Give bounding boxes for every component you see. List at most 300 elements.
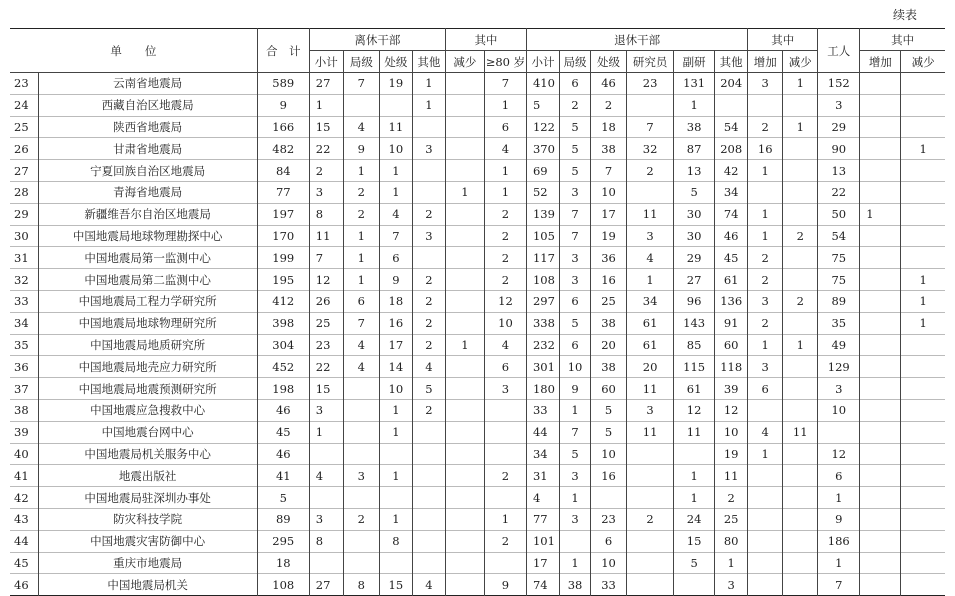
cell-tx-assoc-researcher: 24 [674, 508, 715, 530]
cell-total: 195 [257, 269, 309, 291]
cell-tx-bureau: 3 [560, 247, 591, 269]
cell-tx-assoc-researcher: 85 [674, 334, 715, 356]
cell-lx-other [412, 160, 445, 182]
cell-lx-over80: 2 [484, 203, 526, 225]
cell-lx-division: 1 [379, 465, 412, 487]
table-row [10, 181, 945, 203]
cell-tx-decrease: 1 [783, 116, 818, 138]
cell-lx-subtotal: 3 [309, 399, 343, 421]
cell-row-index: 46 [10, 574, 38, 596]
header-tuixiu-qizhong: 其中 [748, 29, 818, 51]
cell-tx-increase [748, 94, 783, 116]
cell-gr-increase [860, 508, 901, 530]
cell-workers: 89 [818, 290, 860, 312]
cell-tx-increase: 1 [748, 160, 783, 182]
cell-unit-name: 中国地震台网中心 [38, 421, 257, 443]
cell-lx-decrease [445, 508, 484, 530]
cell-lx-division [379, 487, 412, 509]
cell-workers: 54 [818, 225, 860, 247]
cell-lx-over80: 6 [484, 356, 526, 378]
cell-gr-decrease [901, 487, 945, 509]
cell-tx-other: 12 [715, 399, 748, 421]
cell-tx-decrease [783, 508, 818, 530]
table-row [10, 290, 945, 312]
cell-unit-name: 中国地震应急搜救中心 [38, 399, 257, 421]
cell-tx-bureau: 6 [560, 334, 591, 356]
cell-tx-researcher [627, 552, 674, 574]
table-row [10, 73, 945, 95]
cell-tx-bureau: 3 [560, 508, 591, 530]
header-total: 合 计 [257, 29, 309, 73]
header-tx-other: 其他 [715, 51, 748, 73]
cell-lx-decrease: 1 [445, 181, 484, 203]
cell-lx-bureau: 2 [343, 181, 379, 203]
cell-tx-decrease [783, 203, 818, 225]
header-tx-bureau: 局级 [560, 51, 591, 73]
cell-tx-subtotal: 301 [526, 356, 559, 378]
cell-tx-subtotal: 5 [526, 94, 559, 116]
cell-total: 46 [257, 443, 309, 465]
table-row [10, 399, 945, 421]
cell-tx-subtotal: 232 [526, 334, 559, 356]
cell-tx-bureau: 10 [560, 356, 591, 378]
cell-lx-decrease [445, 574, 484, 596]
cell-tx-assoc-researcher: 5 [674, 552, 715, 574]
cell-lx-decrease [445, 73, 484, 95]
cell-tx-division: 6 [591, 530, 627, 552]
table-row [10, 530, 945, 552]
cell-total: 482 [257, 138, 309, 160]
cell-lx-division: 7 [379, 225, 412, 247]
cell-lx-other: 1 [412, 94, 445, 116]
cell-gr-decrease [901, 116, 945, 138]
cell-tx-decrease [783, 269, 818, 291]
cell-tx-division: 7 [591, 160, 627, 182]
cell-tx-division: 20 [591, 334, 627, 356]
cell-total: 304 [257, 334, 309, 356]
cell-tx-assoc-researcher: 30 [674, 225, 715, 247]
table-row [10, 203, 945, 225]
cell-tx-researcher: 20 [627, 356, 674, 378]
cell-tx-subtotal: 338 [526, 312, 559, 334]
cell-row-index: 35 [10, 334, 38, 356]
cell-tx-assoc-researcher: 1 [674, 465, 715, 487]
cell-lx-other: 4 [412, 574, 445, 596]
cell-lx-other: 2 [412, 334, 445, 356]
cell-lx-division: 6 [379, 247, 412, 269]
cell-tx-other: 2 [715, 487, 748, 509]
cell-lx-bureau: 4 [343, 116, 379, 138]
cell-tx-division: 23 [591, 508, 627, 530]
cell-lx-other [412, 465, 445, 487]
cell-lx-subtotal: 3 [309, 508, 343, 530]
cell-gr-decrease [901, 530, 945, 552]
table-row [10, 116, 945, 138]
cell-tx-subtotal: 44 [526, 421, 559, 443]
cell-tx-bureau: 7 [560, 203, 591, 225]
cell-lx-other: 3 [412, 225, 445, 247]
cell-row-index: 23 [10, 73, 38, 95]
cell-unit-name: 地震出版社 [38, 465, 257, 487]
cell-tx-subtotal: 108 [526, 269, 559, 291]
cell-tx-bureau: 7 [560, 225, 591, 247]
cell-tx-researcher: 2 [627, 508, 674, 530]
cell-lx-decrease [445, 203, 484, 225]
cell-gr-decrease: 1 [901, 312, 945, 334]
cell-tx-increase [748, 574, 783, 596]
cell-lx-decrease [445, 116, 484, 138]
cell-row-index: 43 [10, 508, 38, 530]
cell-lx-decrease [445, 312, 484, 334]
cell-tx-division: 36 [591, 247, 627, 269]
cell-gr-increase [860, 421, 901, 443]
cell-lx-over80: 9 [484, 574, 526, 596]
cell-tx-other: 60 [715, 334, 748, 356]
cell-lx-bureau [343, 94, 379, 116]
cell-lx-subtotal [309, 443, 343, 465]
cell-tx-researcher [627, 574, 674, 596]
cell-row-index: 37 [10, 378, 38, 400]
cell-lx-decrease [445, 378, 484, 400]
cell-tx-increase: 1 [748, 443, 783, 465]
cell-total: 199 [257, 247, 309, 269]
cell-lx-division: 14 [379, 356, 412, 378]
cell-tx-decrease [783, 530, 818, 552]
table-row [10, 421, 945, 443]
cell-tx-decrease: 2 [783, 290, 818, 312]
cell-gr-increase [860, 247, 901, 269]
cell-lx-other [412, 552, 445, 574]
cell-lx-subtotal: 8 [309, 203, 343, 225]
cell-tx-decrease [783, 465, 818, 487]
cell-tx-division: 25 [591, 290, 627, 312]
cell-row-index: 30 [10, 225, 38, 247]
cell-lx-subtotal: 22 [309, 138, 343, 160]
cell-tx-division: 38 [591, 312, 627, 334]
cell-tx-assoc-researcher: 29 [674, 247, 715, 269]
cell-total: 5 [257, 487, 309, 509]
table-body [10, 73, 945, 596]
cell-tx-bureau: 1 [560, 487, 591, 509]
cell-tx-bureau: 5 [560, 138, 591, 160]
cell-tx-researcher: 34 [627, 290, 674, 312]
cell-lx-decrease [445, 465, 484, 487]
cell-lx-bureau: 8 [343, 574, 379, 596]
cell-tx-assoc-researcher: 61 [674, 378, 715, 400]
cell-lx-bureau [343, 378, 379, 400]
cell-lx-over80: 1 [484, 160, 526, 182]
cell-tx-division: 10 [591, 181, 627, 203]
cell-lx-over80: 10 [484, 312, 526, 334]
cell-lx-over80: 1 [484, 508, 526, 530]
cell-tx-other: 74 [715, 203, 748, 225]
cell-tx-bureau: 1 [560, 552, 591, 574]
cell-row-index: 27 [10, 160, 38, 182]
cell-tx-bureau [560, 530, 591, 552]
cell-tx-researcher [627, 181, 674, 203]
cell-tx-bureau: 3 [560, 269, 591, 291]
cell-row-index: 36 [10, 356, 38, 378]
header-lx-over80: ≥80 岁 [484, 51, 526, 73]
cell-tx-researcher: 32 [627, 138, 674, 160]
cell-lx-decrease [445, 269, 484, 291]
cell-total: 45 [257, 421, 309, 443]
cell-tx-other: 61 [715, 269, 748, 291]
cell-lx-other: 2 [412, 290, 445, 312]
cell-tx-bureau: 3 [560, 465, 591, 487]
cell-lx-division: 15 [379, 574, 412, 596]
cell-tx-decrease [783, 181, 818, 203]
header-lx-subtotal: 小计 [309, 51, 343, 73]
cell-lx-division [379, 94, 412, 116]
cell-lx-division: 17 [379, 334, 412, 356]
cell-total: 84 [257, 160, 309, 182]
cell-workers: 10 [818, 399, 860, 421]
cell-tx-other: 136 [715, 290, 748, 312]
cell-tx-researcher: 11 [627, 378, 674, 400]
header-tx-researcher: 研究员 [627, 51, 674, 73]
cell-tx-bureau: 9 [560, 378, 591, 400]
cell-lx-division: 1 [379, 399, 412, 421]
cell-tx-other: 25 [715, 508, 748, 530]
cell-tx-increase [748, 465, 783, 487]
cell-tx-decrease [783, 378, 818, 400]
cell-lx-bureau: 1 [343, 269, 379, 291]
header-tx-assoc-researcher: 副研 [674, 51, 715, 73]
cell-row-index: 41 [10, 465, 38, 487]
header-gongren: 工人 [818, 29, 860, 73]
cell-tx-researcher: 2 [627, 160, 674, 182]
cell-tx-assoc-researcher: 30 [674, 203, 715, 225]
cell-total: 46 [257, 399, 309, 421]
cell-row-index: 39 [10, 421, 38, 443]
cell-workers: 50 [818, 203, 860, 225]
cell-tx-division: 10 [591, 443, 627, 465]
cell-row-index: 31 [10, 247, 38, 269]
cell-lx-over80: 2 [484, 247, 526, 269]
cell-tx-researcher: 3 [627, 225, 674, 247]
cell-tx-other: 204 [715, 73, 748, 95]
cell-tx-subtotal: 31 [526, 465, 559, 487]
cell-workers: 90 [818, 138, 860, 160]
cell-tx-subtotal: 4 [526, 487, 559, 509]
cell-gr-increase [860, 465, 901, 487]
cell-tx-division: 10 [591, 552, 627, 574]
header-tx-subtotal: 小计 [526, 51, 559, 73]
header-gongren-qizhong: 其中 [860, 29, 945, 51]
cell-tx-subtotal: 69 [526, 160, 559, 182]
cell-tx-increase [748, 508, 783, 530]
cell-row-index: 28 [10, 181, 38, 203]
header-lx-division: 处级 [379, 51, 412, 73]
table-row [10, 269, 945, 291]
cell-tx-increase [748, 181, 783, 203]
table-row [10, 138, 945, 160]
cell-tx-bureau: 6 [560, 73, 591, 95]
retiree-statistics-table [10, 28, 945, 596]
cell-tx-bureau: 6 [560, 290, 591, 312]
cell-tx-researcher: 4 [627, 247, 674, 269]
table-header [10, 29, 945, 73]
cell-unit-name: 中国地震局第二监测中心 [38, 269, 257, 291]
header-lixiu-qizhong: 其中 [445, 29, 526, 51]
cell-lx-subtotal: 11 [309, 225, 343, 247]
cell-lx-subtotal: 4 [309, 465, 343, 487]
cell-lx-other [412, 487, 445, 509]
cell-tx-assoc-researcher: 5 [674, 181, 715, 203]
cell-tx-division: 5 [591, 421, 627, 443]
cell-unit-name: 中国地震局第一监测中心 [38, 247, 257, 269]
cell-row-index: 45 [10, 552, 38, 574]
cell-tx-subtotal: 52 [526, 181, 559, 203]
cell-lx-subtotal: 26 [309, 290, 343, 312]
cell-lx-division: 1 [379, 160, 412, 182]
cell-lx-other [412, 181, 445, 203]
cell-tx-researcher: 61 [627, 312, 674, 334]
cell-gr-increase [860, 73, 901, 95]
cell-workers: 3 [818, 94, 860, 116]
table-row [10, 160, 945, 182]
cell-unit-name: 中国地震局地球物理勘探中心 [38, 225, 257, 247]
cell-lx-other: 2 [412, 399, 445, 421]
cell-gr-increase [860, 138, 901, 160]
cell-lx-over80: 7 [484, 73, 526, 95]
cell-lx-other: 1 [412, 73, 445, 95]
cell-row-index: 34 [10, 312, 38, 334]
cell-tx-decrease: 1 [783, 73, 818, 95]
cell-workers: 129 [818, 356, 860, 378]
cell-tx-increase: 2 [748, 269, 783, 291]
cell-tx-division: 16 [591, 269, 627, 291]
cell-lx-over80: 2 [484, 530, 526, 552]
cell-total: 295 [257, 530, 309, 552]
cell-lx-subtotal: 1 [309, 94, 343, 116]
cell-lx-bureau [343, 421, 379, 443]
cell-lx-other [412, 247, 445, 269]
cell-unit-name: 防灾科技学院 [38, 508, 257, 530]
cell-tx-decrease [783, 443, 818, 465]
cell-tx-researcher: 7 [627, 116, 674, 138]
cell-workers: 1 [818, 487, 860, 509]
cell-gr-decrease [901, 225, 945, 247]
cell-lx-over80: 4 [484, 138, 526, 160]
cell-tx-other: 39 [715, 378, 748, 400]
cell-tx-other: 11 [715, 465, 748, 487]
header-tx-decrease: 减少 [783, 51, 818, 73]
cell-tx-increase [748, 487, 783, 509]
cell-unit-name: 陕西省地震局 [38, 116, 257, 138]
header-lixiu: 离休干部 [309, 29, 445, 51]
cell-total: 77 [257, 181, 309, 203]
cell-unit-name: 中国地震局地球物理研究所 [38, 312, 257, 334]
cell-tx-assoc-researcher: 1 [674, 487, 715, 509]
cell-gr-decrease [901, 378, 945, 400]
cell-tx-researcher [627, 443, 674, 465]
cell-lx-decrease [445, 399, 484, 421]
cell-total: 18 [257, 552, 309, 574]
cell-tx-division: 33 [591, 574, 627, 596]
cell-workers [818, 421, 860, 443]
cell-tx-researcher: 3 [627, 399, 674, 421]
cell-workers: 75 [818, 247, 860, 269]
cell-lx-bureau: 3 [343, 465, 379, 487]
cell-lx-other: 3 [412, 138, 445, 160]
cell-tx-bureau: 2 [560, 94, 591, 116]
table-row [10, 94, 945, 116]
cell-lx-subtotal: 3 [309, 181, 343, 203]
table-row [10, 574, 945, 596]
cell-lx-other: 2 [412, 269, 445, 291]
cell-total: 398 [257, 312, 309, 334]
cell-lx-bureau: 4 [343, 334, 379, 356]
cell-tx-decrease [783, 138, 818, 160]
cell-tx-subtotal: 180 [526, 378, 559, 400]
table-row [10, 508, 945, 530]
cell-tx-other: 1 [715, 552, 748, 574]
header-lx-bureau: 局级 [343, 51, 379, 73]
cell-tx-division: 60 [591, 378, 627, 400]
table-row [10, 225, 945, 247]
cell-lx-decrease [445, 247, 484, 269]
cell-tx-researcher: 61 [627, 334, 674, 356]
cell-lx-decrease [445, 94, 484, 116]
cell-row-index: 29 [10, 203, 38, 225]
cell-lx-bureau: 2 [343, 508, 379, 530]
cell-row-index: 44 [10, 530, 38, 552]
cell-lx-subtotal [309, 487, 343, 509]
cell-gr-increase [860, 356, 901, 378]
table-row [10, 247, 945, 269]
cell-tx-bureau: 1 [560, 399, 591, 421]
cell-lx-division: 1 [379, 181, 412, 203]
cell-tx-increase [748, 530, 783, 552]
cell-tx-other: 10 [715, 421, 748, 443]
cell-gr-increase [860, 94, 901, 116]
cell-tx-bureau: 7 [560, 421, 591, 443]
cell-unit-name: 中国地震局工程力学研究所 [38, 290, 257, 312]
cell-lx-decrease [445, 421, 484, 443]
cell-unit-name: 中国地震局驻深圳办事处 [38, 487, 257, 509]
cell-workers: 186 [818, 530, 860, 552]
cell-lx-over80 [484, 421, 526, 443]
cell-gr-increase [860, 334, 901, 356]
cell-lx-subtotal: 25 [309, 312, 343, 334]
cell-tx-bureau: 5 [560, 116, 591, 138]
cell-total: 166 [257, 116, 309, 138]
cell-tx-decrease [783, 399, 818, 421]
cell-tx-decrease [783, 552, 818, 574]
header-unit: 单 位 [10, 29, 257, 73]
cell-lx-subtotal: 23 [309, 334, 343, 356]
cell-gr-increase [860, 225, 901, 247]
cell-tx-assoc-researcher [674, 443, 715, 465]
cell-tx-other: 3 [715, 574, 748, 596]
cell-lx-subtotal: 27 [309, 574, 343, 596]
cell-gr-increase [860, 487, 901, 509]
cell-lx-division [379, 552, 412, 574]
cell-workers: 22 [818, 181, 860, 203]
cell-lx-subtotal: 27 [309, 73, 343, 95]
cell-total: 108 [257, 574, 309, 596]
cell-unit-name: 重庆市地震局 [38, 552, 257, 574]
table-row [10, 443, 945, 465]
cell-tx-division: 16 [591, 465, 627, 487]
cell-lx-division: 1 [379, 508, 412, 530]
cell-lx-decrease [445, 356, 484, 378]
cell-lx-over80: 4 [484, 334, 526, 356]
cell-unit-name: 西藏自治区地震局 [38, 94, 257, 116]
cell-lx-bureau [343, 530, 379, 552]
